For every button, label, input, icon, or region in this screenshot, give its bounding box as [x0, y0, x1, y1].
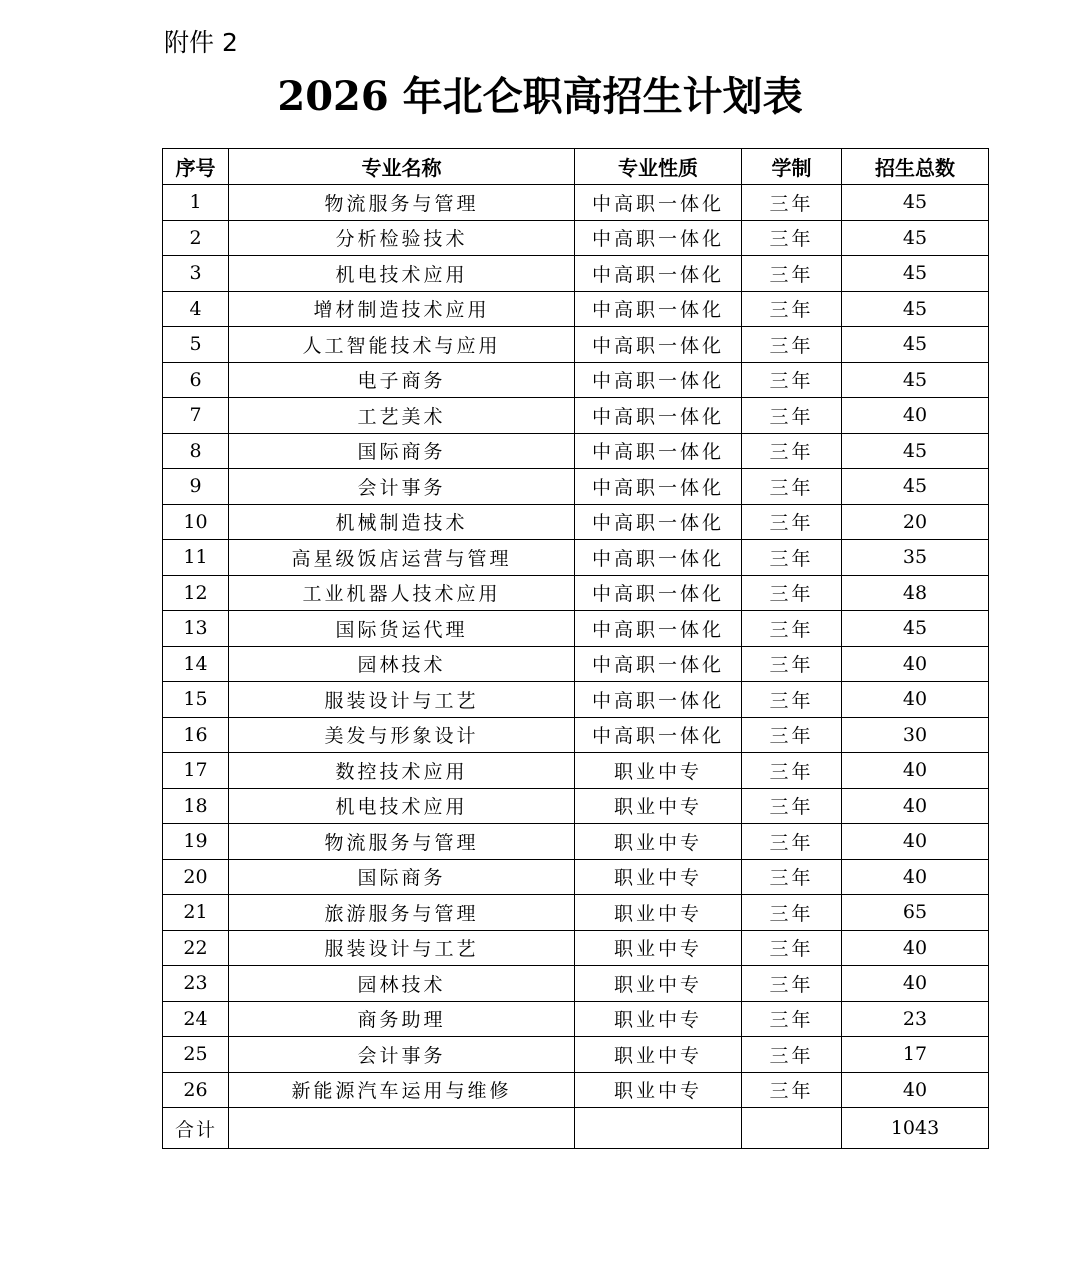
major-type: 职业中专: [575, 930, 742, 966]
duration: 三年: [742, 646, 842, 682]
major-name: 物流服务与管理: [229, 185, 575, 221]
duration: 三年: [742, 753, 842, 789]
major-name: 工业机器人技术应用: [229, 575, 575, 611]
enrollment-count: 40: [842, 859, 989, 895]
enrollment-count: 40: [842, 682, 989, 718]
major-name: 美发与形象设计: [229, 717, 575, 753]
duration: 三年: [742, 717, 842, 753]
enrollment-count: 45: [842, 433, 989, 469]
row-index: 8: [163, 433, 229, 469]
table-row: [163, 682, 989, 718]
row-index: 10: [163, 504, 229, 540]
enrollment-count: 45: [842, 185, 989, 221]
row-index: 12: [163, 575, 229, 611]
major-type: 中高职一体化: [575, 646, 742, 682]
enrollment-count: 40: [842, 398, 989, 434]
table-row: [163, 575, 989, 611]
duration: 三年: [742, 930, 842, 966]
major-name: 高星级饭店运营与管理: [229, 540, 575, 576]
table-row: [163, 717, 989, 753]
enrollment-count: 40: [842, 1072, 989, 1108]
enrollment-count: 40: [842, 824, 989, 860]
total-empty-cell: [742, 1108, 842, 1149]
major-type: 职业中专: [575, 859, 742, 895]
row-index: 3: [163, 256, 229, 292]
total-row: [163, 1108, 989, 1149]
table-row: [163, 433, 989, 469]
total-empty-cell: [229, 1108, 575, 1149]
row-index: 9: [163, 469, 229, 505]
duration: 三年: [742, 682, 842, 718]
major-type: 职业中专: [575, 966, 742, 1002]
header-total-enrollment: 招生总数: [842, 149, 989, 185]
page-title: 2026 年北仑职高招生计划表: [277, 73, 803, 120]
major-name: 商务助理: [229, 1001, 575, 1037]
major-name: 机电技术应用: [229, 256, 575, 292]
row-index: 21: [163, 895, 229, 931]
total-empty-cell: [575, 1108, 742, 1149]
enrollment-count: 45: [842, 469, 989, 505]
table-row: [163, 220, 989, 256]
table-row: [163, 895, 989, 931]
row-index: 6: [163, 362, 229, 398]
row-index: 5: [163, 327, 229, 363]
major-type: 中高职一体化: [575, 362, 742, 398]
row-index: 17: [163, 753, 229, 789]
major-name: 机电技术应用: [229, 788, 575, 824]
row-index: 26: [163, 1072, 229, 1108]
enrollment-count: 23: [842, 1001, 989, 1037]
enrollment-count: 40: [842, 966, 989, 1002]
major-name: 数控技术应用: [229, 753, 575, 789]
enrollment-count: 35: [842, 540, 989, 576]
table-row: [163, 1037, 989, 1073]
table-row: [163, 327, 989, 363]
major-type: 中高职一体化: [575, 575, 742, 611]
duration: 三年: [742, 788, 842, 824]
table-row: [163, 185, 989, 221]
major-type: 中高职一体化: [575, 540, 742, 576]
header-major-name: 专业名称: [229, 149, 575, 185]
table-row: [163, 1072, 989, 1108]
row-index: 2: [163, 220, 229, 256]
enrollment-count: 20: [842, 504, 989, 540]
major-name: 物流服务与管理: [229, 824, 575, 860]
enrollment-count: 40: [842, 646, 989, 682]
table-row: [163, 930, 989, 966]
table-row: [163, 1001, 989, 1037]
row-index: 1: [163, 185, 229, 221]
row-index: 20: [163, 859, 229, 895]
row-index: 15: [163, 682, 229, 718]
duration: 三年: [742, 1072, 842, 1108]
attachment-label: 附件 2: [164, 28, 238, 57]
duration: 三年: [742, 859, 842, 895]
enrollment-count: 48: [842, 575, 989, 611]
major-name: 国际商务: [229, 859, 575, 895]
table-row: [163, 469, 989, 505]
major-type: 中高职一体化: [575, 398, 742, 434]
table-row: [163, 540, 989, 576]
duration: 三年: [742, 611, 842, 647]
duration: 三年: [742, 362, 842, 398]
enrollment-count: 45: [842, 256, 989, 292]
major-type: 职业中专: [575, 1037, 742, 1073]
duration: 三年: [742, 256, 842, 292]
enrollment-count: 45: [842, 220, 989, 256]
table-row: [163, 611, 989, 647]
enrollment-count: 45: [842, 327, 989, 363]
major-name: 会计事务: [229, 1037, 575, 1073]
table-body: [163, 185, 989, 1108]
major-type: 职业中专: [575, 788, 742, 824]
enrollment-count: 30: [842, 717, 989, 753]
row-index: 14: [163, 646, 229, 682]
row-index: 24: [163, 1001, 229, 1037]
table-row: [163, 256, 989, 292]
header-major-type: 专业性质: [575, 149, 742, 185]
duration: 三年: [742, 504, 842, 540]
table-row: [163, 291, 989, 327]
duration: 三年: [742, 433, 842, 469]
major-name: 国际商务: [229, 433, 575, 469]
enrollment-count: 17: [842, 1037, 989, 1073]
row-index: 25: [163, 1037, 229, 1073]
enrollment-count: 40: [842, 788, 989, 824]
duration: 三年: [742, 575, 842, 611]
table-row: [163, 362, 989, 398]
total-label: 合计: [163, 1108, 229, 1149]
duration: 三年: [742, 824, 842, 860]
duration: 三年: [742, 291, 842, 327]
major-type: 中高职一体化: [575, 220, 742, 256]
duration: 三年: [742, 398, 842, 434]
row-index: 18: [163, 788, 229, 824]
table-row: [163, 398, 989, 434]
major-type: 中高职一体化: [575, 291, 742, 327]
major-type: 职业中专: [575, 1072, 742, 1108]
row-index: 23: [163, 966, 229, 1002]
row-index: 4: [163, 291, 229, 327]
major-type: 职业中专: [575, 1001, 742, 1037]
duration: 三年: [742, 185, 842, 221]
enrollment-count: 45: [842, 611, 989, 647]
enrollment-count: 45: [842, 362, 989, 398]
table-row: [163, 859, 989, 895]
duration: 三年: [742, 1037, 842, 1073]
row-index: 22: [163, 930, 229, 966]
major-type: 中高职一体化: [575, 611, 742, 647]
table-header-row: [163, 149, 989, 185]
row-index: 16: [163, 717, 229, 753]
major-type: 中高职一体化: [575, 504, 742, 540]
header-duration: 学制: [742, 149, 842, 185]
enrollment-count: 40: [842, 930, 989, 966]
major-type: 中高职一体化: [575, 682, 742, 718]
major-name: 机械制造技术: [229, 504, 575, 540]
major-type: 职业中专: [575, 895, 742, 931]
major-name: 人工智能技术与应用: [229, 327, 575, 363]
major-name: 新能源汽车运用与维修: [229, 1072, 575, 1108]
major-type: 中高职一体化: [575, 433, 742, 469]
major-name: 旅游服务与管理: [229, 895, 575, 931]
enrollment-count: 65: [842, 895, 989, 931]
row-index: 7: [163, 398, 229, 434]
total-value: 1043: [842, 1108, 989, 1149]
major-name: 国际货运代理: [229, 611, 575, 647]
major-type: 中高职一体化: [575, 717, 742, 753]
header-index: 序号: [163, 149, 229, 185]
enrollment-plan-table: [162, 148, 989, 1149]
duration: 三年: [742, 469, 842, 505]
table-row: [163, 753, 989, 789]
major-name: 服装设计与工艺: [229, 930, 575, 966]
major-name: 服装设计与工艺: [229, 682, 575, 718]
major-type: 中高职一体化: [575, 327, 742, 363]
major-type: 职业中专: [575, 753, 742, 789]
table-row: [163, 824, 989, 860]
duration: 三年: [742, 1001, 842, 1037]
enrollment-count: 40: [842, 753, 989, 789]
table-row: [163, 646, 989, 682]
row-index: 19: [163, 824, 229, 860]
major-name: 分析检验技术: [229, 220, 575, 256]
major-type: 中高职一体化: [575, 185, 742, 221]
major-type: 中高职一体化: [575, 256, 742, 292]
major-name: 增材制造技术应用: [229, 291, 575, 327]
duration: 三年: [742, 220, 842, 256]
enrollment-count: 45: [842, 291, 989, 327]
major-name: 会计事务: [229, 469, 575, 505]
major-name: 工艺美术: [229, 398, 575, 434]
major-name: 园林技术: [229, 646, 575, 682]
duration: 三年: [742, 327, 842, 363]
duration: 三年: [742, 966, 842, 1002]
row-index: 11: [163, 540, 229, 576]
major-type: 中高职一体化: [575, 469, 742, 505]
major-type: 职业中专: [575, 824, 742, 860]
major-name: 园林技术: [229, 966, 575, 1002]
major-name: 电子商务: [229, 362, 575, 398]
row-index: 13: [163, 611, 229, 647]
duration: 三年: [742, 895, 842, 931]
duration: 三年: [742, 540, 842, 576]
table-row: [163, 504, 989, 540]
table-row: [163, 966, 989, 1002]
table-row: [163, 788, 989, 824]
